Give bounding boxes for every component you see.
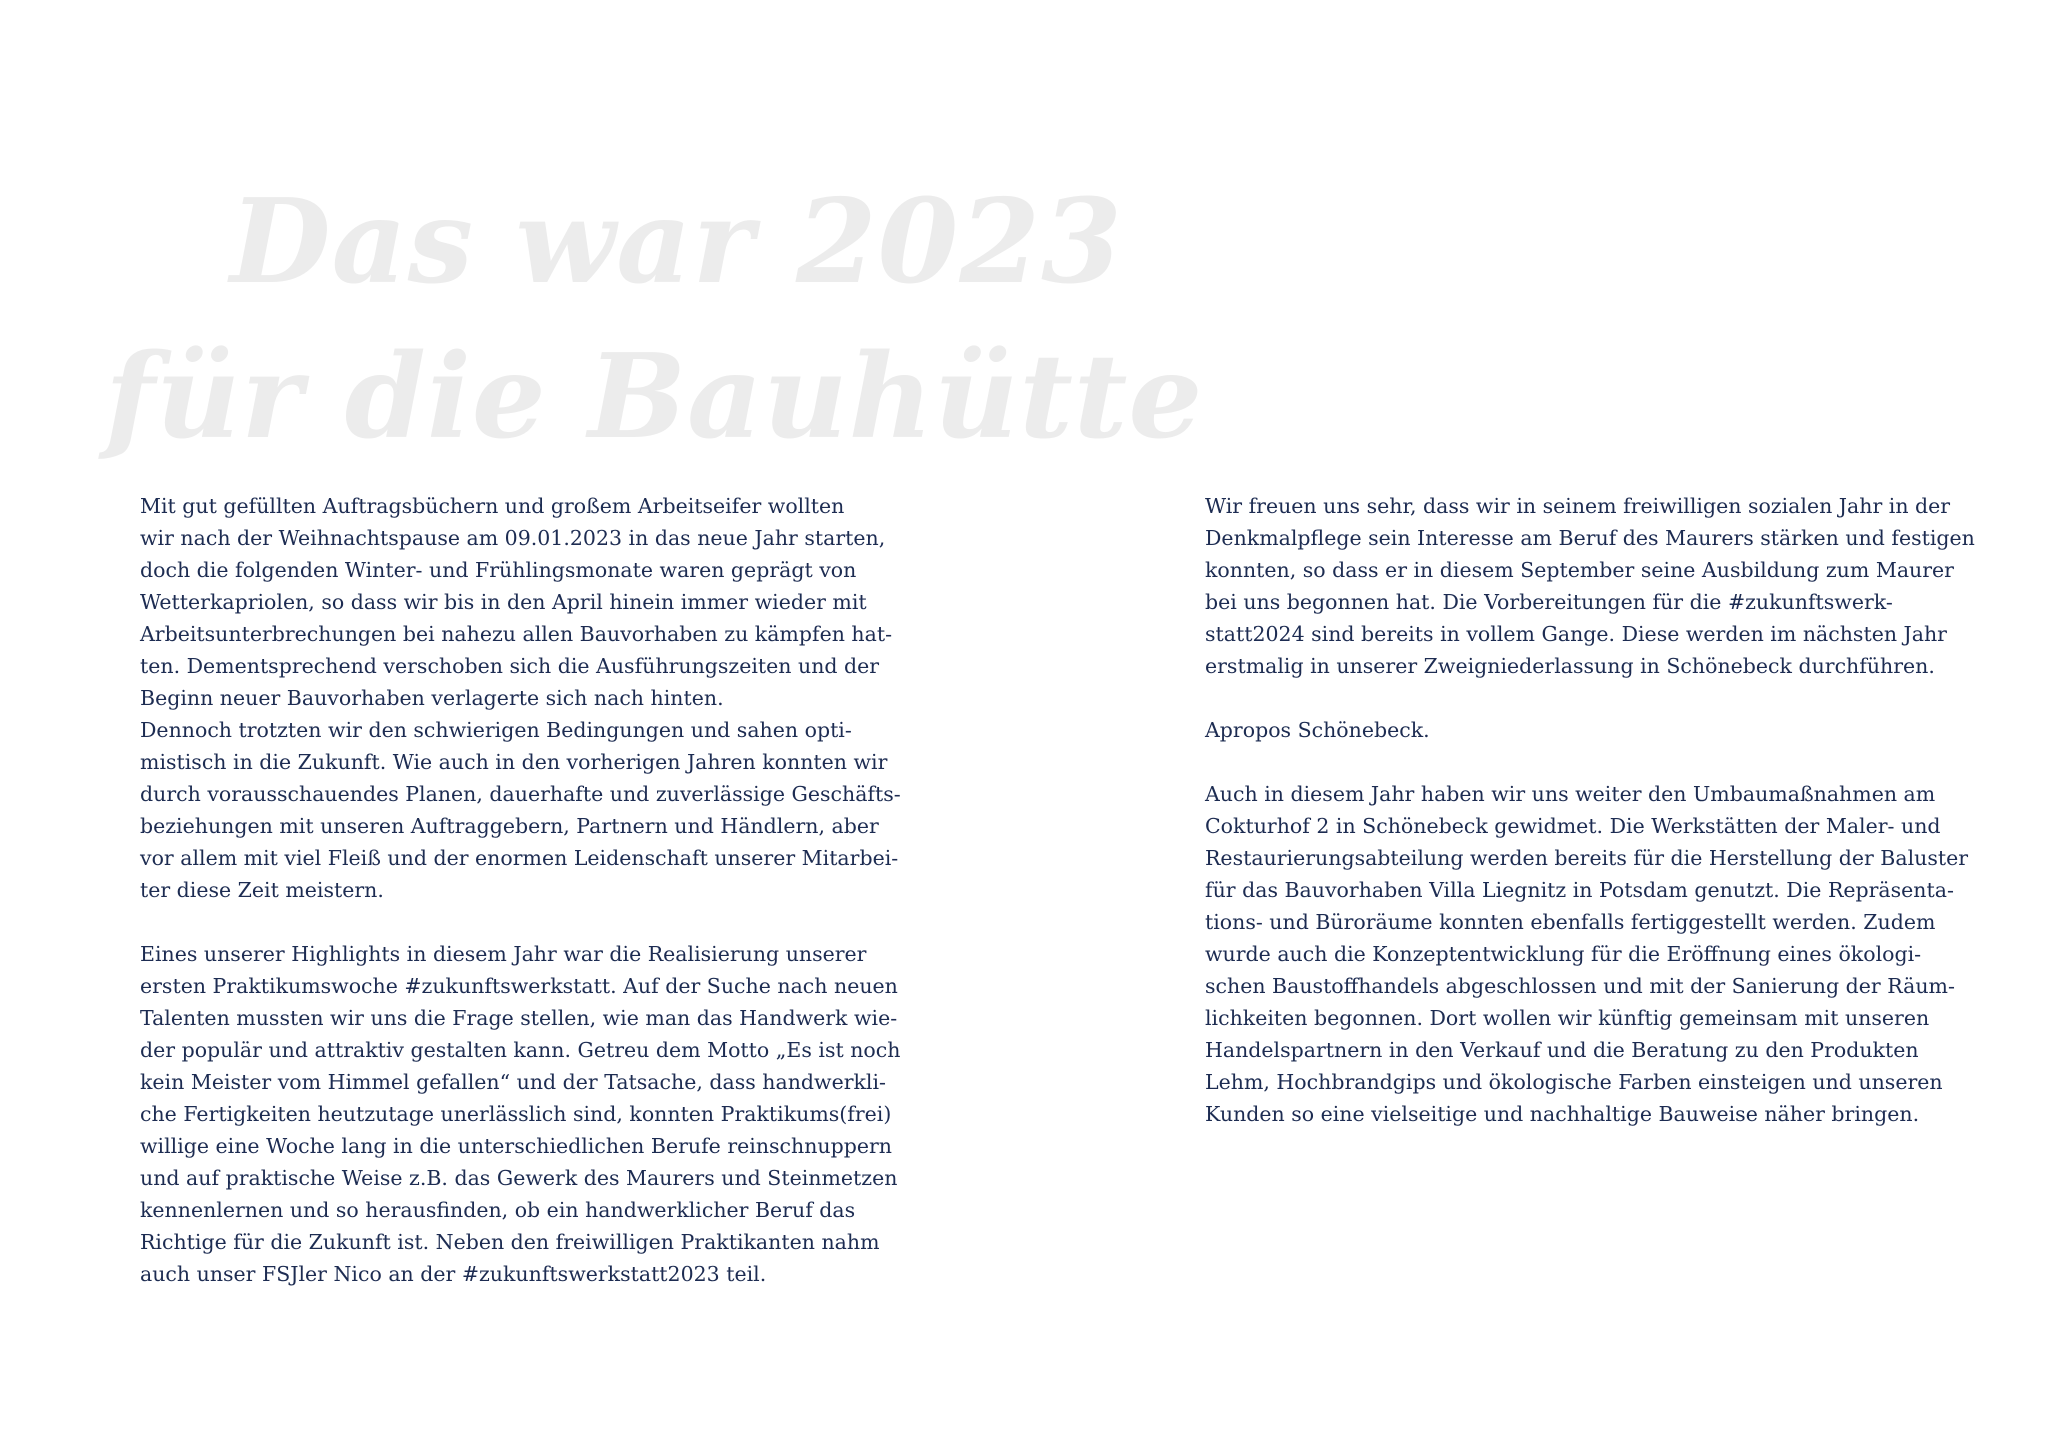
text-line: statt2024 sind bereits in vollem Gange. Diese werden im nächsten Jahr [1205, 622, 1947, 646]
text-line: der populär und attraktiv gestalten kann. Getreu dem Motto „Es ist noch [140, 1038, 901, 1062]
text-line: willige eine Woche lang in die unterschiedlichen Berufe reinschnuppern [140, 1134, 893, 1158]
text-line: Richtige für die Zukunft ist. Neben den freiwilligen Praktikanten nahm [140, 1230, 880, 1254]
paragraph-gap [1205, 682, 1950, 714]
text-line: Talenten mussten wir uns die Frage stellen, wie man das Handwerk wie- [140, 1006, 898, 1030]
text-line: che Fertigkeiten heutzutage unerlässlich sind, konnten Praktikums(frei) [140, 1102, 892, 1126]
text-line: Wetterkapriolen, so dass wir bis in den April hinein immer wieder mit [140, 590, 867, 614]
text-line: Arbeitsunterbrechungen bei nahezu allen Bauvorhaben zu kämpfen hat- [140, 622, 893, 646]
title-line-2: für die Bauhütte [105, 329, 1204, 465]
text-line: Cokturhof 2 in Schönebeck gewidmet. Die Werkstätten der Maler- und [1205, 814, 1941, 838]
left-text-column [140, 490, 901, 1290]
text-line: schen Baustoffhandels abgeschlossen und mit der Sanierung der Räum- [1205, 974, 1955, 998]
text-line: doch die folgenden Winter- und Frühlingsmonate waren geprägt von [140, 558, 857, 582]
text-line: kennenlernen und so herausfinden, ob ein handwerklicher Beruf das [140, 1198, 856, 1222]
text-line: ten. Dementsprechend verschoben sich die Ausführungszeiten und der [140, 654, 880, 678]
text-line: konnten, so dass er in diesem September seine Ausbildung zum Maurer [1205, 558, 1954, 582]
text-line: Handelspartnern in den Verkauf und die Beratung zu den Produkten [1205, 1038, 1919, 1062]
text-line: Dennoch trotzten wir den schwierigen Bedingungen und sahen opti- [140, 718, 852, 742]
text-line: beziehungen mit unseren Auftraggebern, Partnern und Händlern, aber [140, 814, 879, 838]
text-line: Mit gut gefüllten Auftragsbüchern und großem Arbeitseifer wollten [140, 494, 845, 518]
text-line: durch vorausschauendes Planen, dauerhafte und zuverlässige Geschäfts- [140, 782, 901, 806]
text-line: Denkmalpflege sein Interesse am Beruf des Maurers stärken und festigen [1205, 526, 1975, 550]
text-line: mistisch in die Zukunft. Wie auch in den vorherigen Jahren konnten wir [140, 750, 888, 774]
text-line: kein Meister vom Himmel gefallen“ und der Tatsache, dass handwerkli- [140, 1070, 886, 1094]
text-line: Lehm, Hochbrandgips und ökologische Farben einsteigen und unseren [1205, 1070, 1943, 1094]
text-line: Auch in diesem Jahr haben wir uns weiter den Umbaumaßnahmen am [1205, 782, 1936, 806]
text-line: auch unser FSJler Nico an der #zukunftswerkstatt2023 teil. [140, 1262, 767, 1286]
text-line: ter diese Zeit meistern. [140, 878, 384, 902]
page-title [60, 165, 1204, 475]
text-line: wurde auch die Konzeptentwicklung für die Eröffnung eines ökologi- [1205, 942, 1922, 966]
text-line: Eines unserer Highlights in diesem Jahr war die Realisierung unserer [140, 942, 867, 966]
text-line: Kunden so eine vielseitige und nachhaltige Bauweise näher bringen. [1205, 1102, 1920, 1126]
title-line-1: Das war 2023 [230, 174, 1123, 310]
text-line: Beginn neuer Bauvorhaben verlagerte sich nach hinten. [140, 686, 724, 710]
paragraph-gap [1205, 746, 1950, 778]
paragraph-gap [140, 906, 875, 938]
text-line: vor allem mit viel Fleiß und der enormen Leidenschaft unserer Mitarbei- [140, 846, 899, 870]
text-line: erstmalig in unserer Zweigniederlassung in Schönebeck durchführen. [1205, 654, 1935, 678]
text-line: bei uns begonnen hat. Die Vorbereitungen für die #zukunftswerk- [1205, 590, 1893, 614]
text-line: tions- und Büroräume konnten ebenfalls fertiggestellt werden. Zudem [1205, 910, 1936, 934]
text-line: Restaurierungsabteilung werden bereits für die Herstellung der Baluster [1205, 846, 1969, 870]
text-line: für das Bauvorhaben Villa Liegnitz in Potsdam genutzt. Die Repräsenta- [1205, 878, 1954, 902]
text-line: wir nach der Weihnachtspause am 09.01.2023 in das neue Jahr starten, [140, 526, 886, 550]
text-line: Wir freuen uns sehr, dass wir in seinem freiwilligen sozialen Jahr in der [1205, 494, 1951, 518]
text-line: ersten Praktikumswoche #zukunftswerkstatt. Auf der Suche nach neuen [140, 974, 898, 998]
right-text-column [1205, 490, 1975, 1130]
text-line: und auf praktische Weise z.B. das Gewerk des Maurers und Steinmetzen [140, 1166, 898, 1190]
text-line: Apropos Schönebeck. [1205, 718, 1430, 742]
text-line: lichkeiten begonnen. Dort wollen wir künftig gemeinsam mit unseren [1205, 1006, 1930, 1030]
